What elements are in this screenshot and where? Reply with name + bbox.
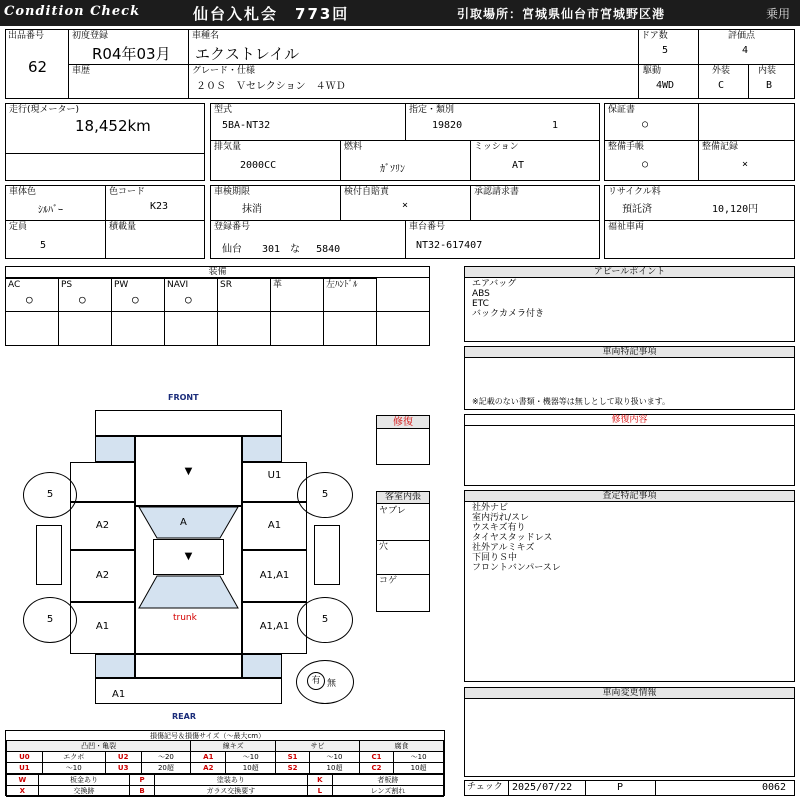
legend-cell: 板金あり: [38, 775, 130, 786]
insurance-value: ×: [402, 200, 409, 211]
rear-bumper-panel: A1: [95, 678, 282, 704]
warranty-label: 保証書: [608, 105, 636, 115]
legend-cell: 10超: [394, 763, 444, 774]
appeal-item: エアバッグ: [472, 279, 517, 289]
windshield-mark: A: [180, 517, 187, 528]
drive-value: 4WD: [656, 80, 675, 91]
spare-present: 有: [307, 672, 325, 690]
tyre-front-left: 5: [23, 472, 77, 518]
legend-cell: X: [7, 786, 39, 797]
tyre-rear-right: 5: [297, 597, 353, 643]
exterior-value: C: [718, 80, 725, 91]
rear-right-light: [242, 654, 282, 678]
color-code-label: 色コード: [109, 187, 146, 197]
equip-value: ○: [26, 293, 33, 306]
equip-label: 革: [273, 280, 283, 290]
front-label: FRONT: [168, 393, 199, 402]
appeal-item: ABS: [472, 289, 490, 299]
equip-label: SR: [220, 280, 232, 290]
appraisal-item: 社外アルミキズ: [472, 543, 535, 553]
tyre-rear-left: 5: [23, 597, 77, 643]
legend-cell: U1: [7, 763, 43, 774]
legend-cell: S2: [276, 763, 310, 774]
approval-label: 承認請求書: [474, 187, 520, 197]
front-right-light: [242, 436, 282, 462]
pickup-location: 引取場所：宮城県仙台市宮城野区港: [457, 7, 666, 21]
right-rear-door: A1,A1: [242, 550, 307, 602]
cabin-title: 客室内張: [377, 492, 429, 504]
hood-mark: ▼: [184, 466, 193, 477]
equip-cell-empty: [58, 311, 112, 346]
legend-cell: A2: [191, 763, 226, 774]
legend-cell: S1: [276, 752, 310, 763]
legend-cell: P: [130, 775, 155, 786]
warranty-value: ○: [642, 119, 649, 130]
rear-left-light: [95, 654, 135, 678]
cabin-hole: 穴: [379, 542, 389, 552]
interior-label: 内装: [758, 66, 777, 76]
appraisal-item: フロントバンパースレ: [472, 563, 561, 573]
vehicle-kind: 乗用: [766, 7, 791, 21]
left-front-door: A2: [70, 502, 135, 550]
left-mirror: [36, 525, 62, 585]
left-front-fender: [70, 462, 135, 502]
appraisal-item: 下回りＳ中: [472, 553, 518, 563]
legend-cell: 〜10: [394, 752, 444, 763]
legend-cell: C1: [359, 752, 393, 763]
fuel-label: 燃料: [344, 142, 363, 152]
appraisal-item: ウスキズ有り: [472, 523, 526, 533]
equipment-title: 装備: [6, 267, 429, 278]
legend-cell: 10超: [310, 763, 360, 774]
recycle-fee: 10,120円: [712, 204, 759, 215]
appraisal-list: [472, 503, 561, 573]
record-label: 整備記録: [702, 142, 739, 152]
load-label: 積載量: [109, 222, 137, 232]
left-rear-door: A2: [70, 550, 135, 602]
first-reg-label: 初度登録: [72, 31, 109, 41]
appraisal-item: 室内汚れ/スレ: [472, 513, 530, 523]
legend-cell: ガラス交換要す: [154, 786, 307, 797]
appeal-list: [472, 279, 544, 319]
equip-cell-empty: [217, 311, 271, 346]
inspection-label: 車検期限: [214, 187, 251, 197]
score-label: 評価点: [728, 31, 756, 41]
right-front-fender: U1: [242, 462, 307, 502]
color-code-value: K23: [150, 201, 169, 212]
score-value: 4: [742, 45, 749, 56]
header-title: Condition Check: [4, 4, 141, 19]
color-label: 車体色: [9, 187, 37, 197]
equip-label: AC: [8, 280, 21, 290]
lot-number: 62: [28, 58, 48, 76]
model-value: 5BA-NT32: [222, 120, 271, 131]
legend-title: 損傷記号＆損傷サイズ（〜最大cm）: [150, 732, 266, 740]
chassis-label: 車台番号: [409, 222, 446, 232]
plate-label: 登録番号: [214, 222, 251, 232]
auction-name: 仙台入札会 773回: [193, 5, 350, 23]
trunk-lid-panel: [135, 654, 242, 678]
chassis-value: NT32-617407: [416, 240, 483, 251]
rear-label: REAR: [172, 712, 196, 721]
legend-head: 腐食: [359, 741, 443, 752]
legend-cell: W: [7, 775, 39, 786]
legend-cell: C2: [359, 763, 393, 774]
tyre-front-right: 5: [297, 472, 353, 518]
equip-cell-empty: [323, 311, 377, 346]
car-name-value: エクストレイル: [195, 45, 300, 63]
designation-value: 19820: [432, 120, 463, 131]
designation-label: 指定・類別: [409, 105, 455, 115]
hood-panel: [135, 436, 242, 506]
manual-label: 整備手帳: [608, 142, 645, 152]
legend-head: 線キズ: [191, 741, 276, 752]
equip-cell: [270, 278, 324, 312]
mileage-value: 18,452km: [75, 117, 151, 135]
equip-cell: [111, 278, 165, 312]
check-label: チェック: [467, 782, 503, 792]
legend-cell: U2: [105, 752, 141, 763]
mileage-label: 走行(現メーター): [9, 105, 80, 115]
equip-value: ○: [79, 293, 86, 306]
record-value: ×: [742, 159, 749, 170]
legend-cell: 交換跡: [38, 786, 130, 797]
equip-label: PS: [61, 280, 73, 290]
spare-tyre: [296, 660, 354, 704]
appraisal-title: 査定特記事項: [465, 491, 794, 502]
equip-cell-empty: [111, 311, 165, 346]
change-box: [464, 687, 795, 777]
header-bar: [0, 0, 800, 26]
equip-value: ○: [185, 293, 192, 306]
equip-cell-empty: [270, 311, 324, 346]
capacity-label: 定員: [9, 222, 28, 232]
front-left-light: [95, 436, 135, 462]
equip-cell-empty: [164, 311, 218, 346]
category-value: 1: [552, 120, 559, 131]
recycle-label: リサイクル料: [608, 187, 661, 197]
legend-cell: 〜10: [310, 752, 360, 763]
legend-table: [6, 740, 444, 774]
repair-content-title: 修復内容: [465, 415, 794, 426]
equip-cell-empty: [5, 311, 59, 346]
welfare-label: 福祉車両: [608, 222, 645, 232]
trunk-label: trunk: [173, 613, 197, 623]
equip-cell: [323, 278, 377, 312]
change-title: 車両変更情報: [465, 688, 794, 699]
equip-label: 左ﾊﾝﾄﾞﾙ: [326, 280, 358, 290]
fuel-value: ｶﾞｿﾘﾝ: [380, 164, 405, 175]
equip-cell: [5, 278, 59, 312]
legend-cell: エクボ: [42, 752, 105, 763]
grade-value: ２０Ｓ Ｖセレクション ４ＷＤ: [196, 81, 346, 92]
inspection-value: 抹消: [242, 204, 262, 215]
special-note: ※記載のない書類・機器等は無しとして取り扱います。: [472, 397, 671, 406]
plate-value: 仙台 301 な 5840: [222, 244, 341, 255]
equip-value: ○: [132, 293, 139, 306]
history-label: 車歴: [72, 66, 91, 76]
doors-label: ドア数: [641, 31, 668, 41]
car-name-label: 車種名: [192, 31, 220, 41]
displacement-value: 2000CC: [240, 160, 277, 171]
mission-label: ミッション: [474, 142, 519, 152]
right-mirror: [314, 525, 340, 585]
legend-cell: 塗装あり: [154, 775, 307, 786]
glass-panels: [135, 506, 242, 654]
legend-table-2: [6, 774, 444, 797]
legend-cell: L: [307, 786, 332, 797]
equip-cell: [58, 278, 112, 312]
legend-cell: U0: [7, 752, 43, 763]
first-reg-value: R04年03月: [92, 45, 171, 63]
roof-panel: ▼: [153, 539, 224, 575]
capacity-value: 5: [40, 240, 47, 251]
equip-label: PW: [114, 280, 129, 290]
spare-absent: 無: [327, 679, 337, 689]
legend-cell: レンズ割れ: [332, 786, 443, 797]
legend-cell: B: [130, 786, 155, 797]
displacement-label: 排気量: [214, 142, 242, 152]
legend-head: 凸凹・亀裂: [7, 741, 191, 752]
legend-cell: A1: [191, 752, 226, 763]
front-bumper-panel: [95, 410, 282, 436]
check-date: 2025/07/22: [512, 782, 573, 793]
legend-cell: U3: [105, 763, 141, 774]
cabin-burn: コゲ: [379, 576, 398, 586]
rear-glass: [139, 576, 238, 608]
legend-cell: 20超: [141, 763, 191, 774]
exterior-label: 外装: [712, 66, 731, 76]
legend-cell: 者板跡: [332, 775, 443, 786]
model-label: 型式: [214, 105, 233, 115]
check-mark: P: [617, 782, 624, 793]
interior-value: B: [766, 80, 773, 91]
special-title: 車両特記事項: [465, 347, 794, 358]
legend-cell: 10超: [226, 763, 276, 774]
left-quarter-panel: A1: [70, 602, 135, 654]
right-front-door: A1: [242, 502, 307, 550]
insurance-label: 検付自賠責: [344, 187, 390, 197]
lot-label: 出品番号: [8, 31, 45, 41]
windshield: [139, 507, 238, 538]
repair-box-title: 修復: [377, 416, 429, 429]
drive-label: 駆動: [643, 66, 662, 76]
legend-cell: 〜20: [141, 752, 191, 763]
legend-cell: 〜10: [226, 752, 276, 763]
grade-label: グレード・仕様: [192, 66, 256, 76]
legend-cell: K: [307, 775, 332, 786]
cabin-torn: ヤブレ: [379, 506, 406, 516]
recycle-status: 預託済: [622, 204, 652, 215]
doors-value: 5: [662, 45, 669, 56]
appraisal-item: 社外ナビ: [472, 503, 509, 513]
right-quarter-panel: A1,A1: [242, 602, 307, 654]
mission-value: AT: [512, 160, 525, 171]
legend-head: サビ: [276, 741, 360, 752]
manual-value: ○: [642, 159, 649, 170]
equip-cell: [164, 278, 218, 312]
appraisal-item: タイヤスタッドレス: [472, 533, 553, 543]
equip-cell: [217, 278, 271, 312]
appeal-title: アピールポイント: [465, 267, 794, 278]
appeal-item: ETC: [472, 299, 489, 309]
equip-label: NAVI: [167, 280, 189, 290]
appeal-item: バックカメラ付き: [472, 309, 545, 319]
check-number: 0062: [762, 782, 787, 793]
color-value: ｼﾙﾊﾞｰ: [38, 205, 63, 216]
legend-cell: 〜10: [42, 763, 105, 774]
